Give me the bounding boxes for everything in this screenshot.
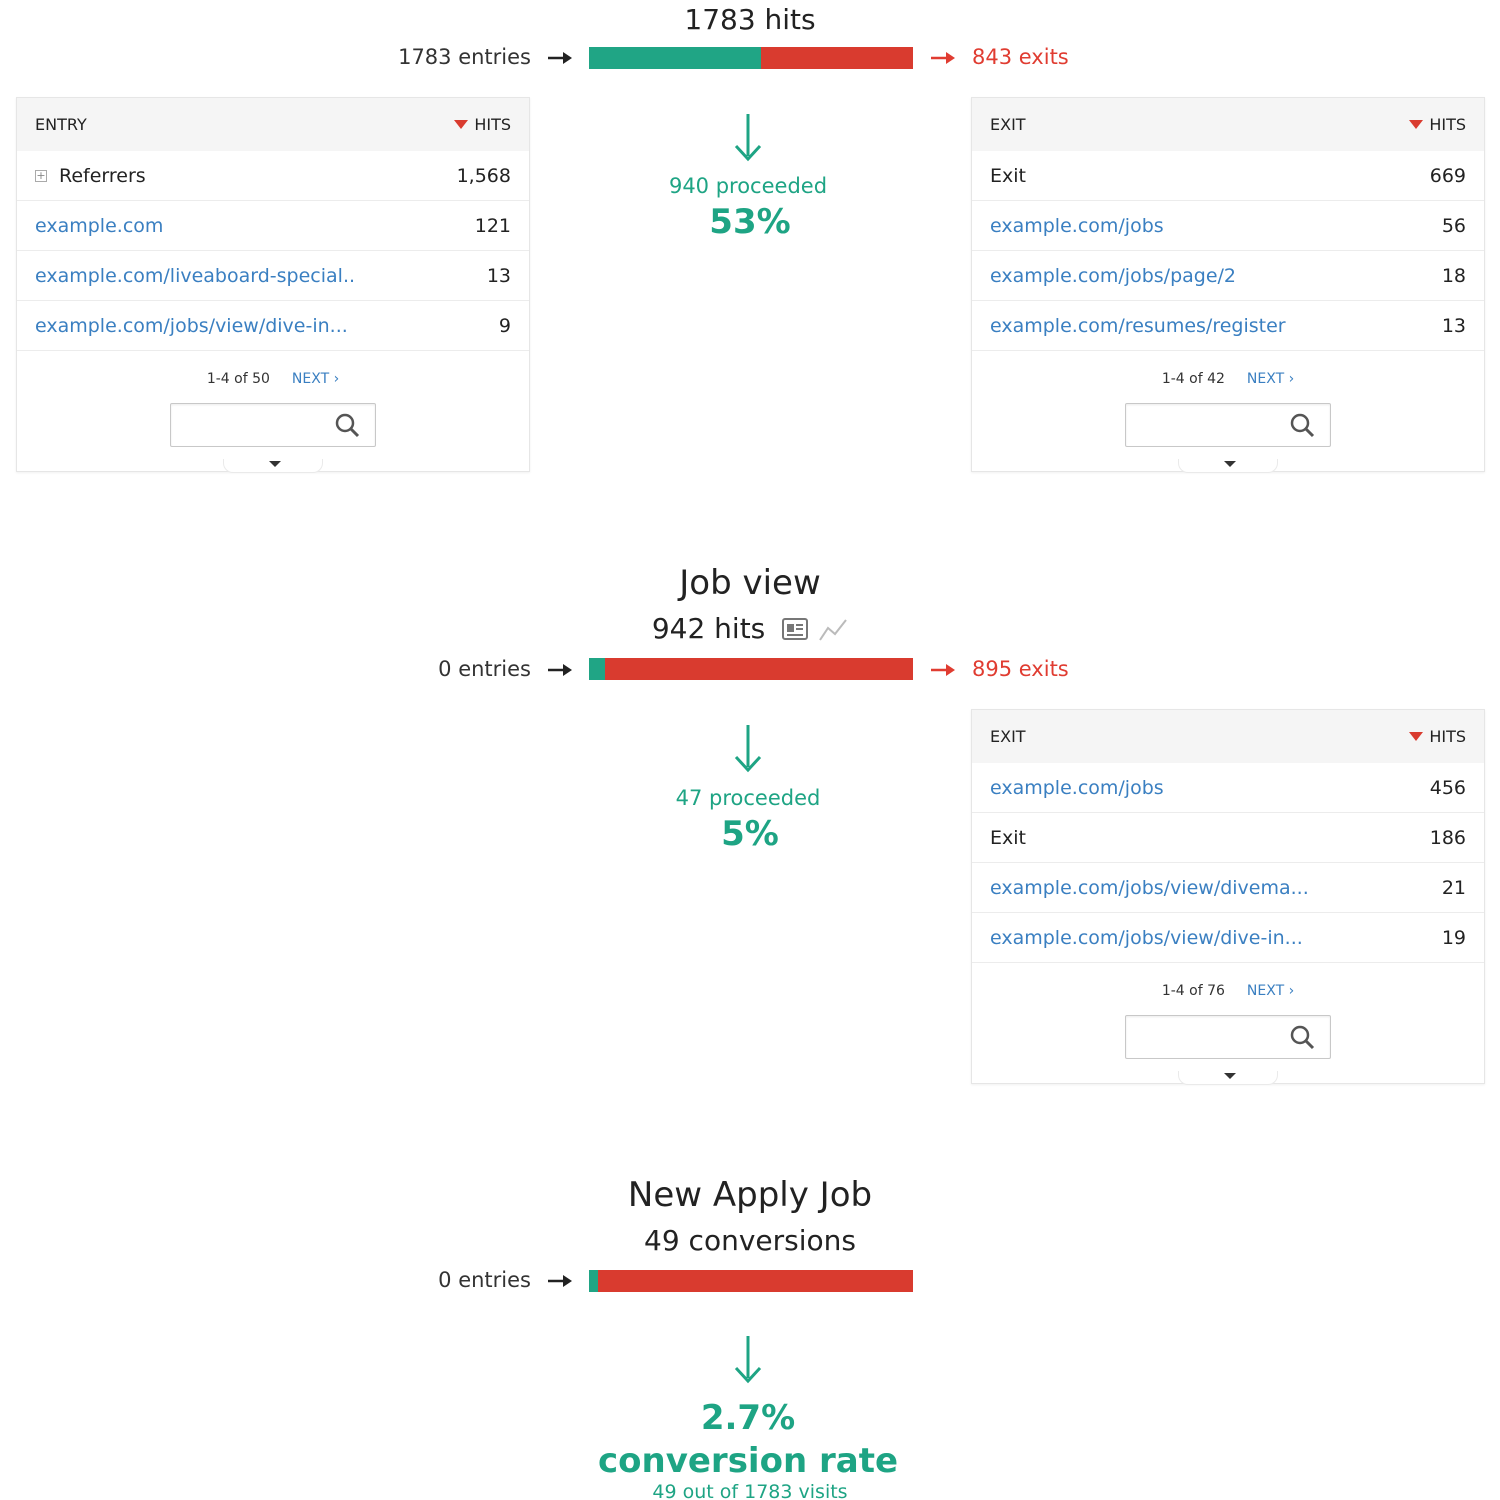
row-value: 19 [1441,926,1466,949]
arrow-right-icon [547,1272,573,1294]
caret-down-icon [1224,461,1236,467]
step2-percent: 5% [721,814,779,854]
expand-toggle[interactable] [1178,1071,1278,1085]
row-link[interactable]: example.com/jobs [990,776,1164,799]
pagination [972,963,1484,1015]
table-row[interactable] [972,763,1484,813]
step3-title: New Apply Job [627,1175,873,1215]
sort-triangle-icon [1409,120,1423,129]
table-row[interactable] [17,201,529,251]
step1-exit-segment [761,47,913,69]
row-value: 456 [1429,776,1466,799]
row-link[interactable]: example.com/jobs/view/divema... [990,876,1309,899]
row-value: 13 [486,264,511,287]
search-input[interactable] [1125,1015,1331,1059]
arrow-down-icon [730,1334,766,1390]
row-label: Referrers [59,164,146,187]
column-hits-label: HITS [1429,727,1466,746]
row-label: Exit [990,164,1026,187]
row-value: 186 [1429,826,1466,849]
step1-proceeded: 940 proceeded [668,174,828,198]
column-hits[interactable] [454,115,511,134]
next-page-link[interactable]: NEXT › [291,371,340,387]
row-link[interactable]: example.com/jobs [990,214,1164,237]
column-exit[interactable]: EXIT [990,727,1026,746]
pager-range: 1-4 of 42 [1161,371,1225,387]
arrow-down-icon [730,723,766,779]
trend-line-icon[interactable] [818,618,848,642]
table-row[interactable] [972,863,1484,913]
step1-hits: 1783 hits [684,3,816,36]
sort-triangle-icon [454,120,468,129]
arrow-right-icon [930,661,956,683]
row-link[interactable]: example.com/liveaboard-special.. [35,264,356,287]
caret-down-icon [269,461,281,467]
table-row[interactable] [972,301,1484,351]
conversion-sub: 49 out of 1783 visits [652,1481,848,1500]
arrow-down-icon [730,112,766,168]
row-link[interactable]: example.com/jobs/view/dive-in... [990,926,1303,949]
row-value: 21 [1441,876,1466,899]
pager-range: 1-4 of 76 [1161,983,1225,999]
table-header [17,98,529,151]
step2-exit-table [971,709,1485,1084]
row-value: 56 [1441,214,1466,237]
step1-proceed-segment [589,47,761,69]
table-row[interactable] [972,913,1484,963]
pager-range: 1-4 of 50 [206,371,270,387]
column-exit[interactable]: EXIT [990,115,1026,134]
step1-flow-bar [589,47,913,69]
row-value: 9 [498,314,511,337]
row-value: 1,568 [456,164,511,187]
conversion-rate-label: conversion rate [597,1441,899,1481]
step2-proceed-segment [589,658,605,680]
table-row[interactable] [972,201,1484,251]
search-icon[interactable] [335,413,361,439]
column-entry[interactable]: ENTRY [35,115,87,134]
step1-exit-table [971,97,1485,472]
next-page-link[interactable]: NEXT › [1246,983,1295,999]
row-link[interactable]: example.com [35,214,164,237]
table-row[interactable] [17,301,529,351]
step3-exit-segment [598,1270,913,1292]
row-value: 669 [1429,164,1466,187]
row-value: 121 [474,214,511,237]
search-input[interactable] [170,403,376,447]
row-link[interactable]: example.com/resumes/register [990,314,1286,337]
next-page-link[interactable]: NEXT › [1246,371,1295,387]
step1-entry-table [16,97,530,472]
row-value: 18 [1441,264,1466,287]
column-hits[interactable] [1409,727,1466,746]
step2-exits: 895 exits [972,657,1069,681]
step3-flow-bar [589,1270,913,1292]
table-row[interactable] [17,251,529,301]
row-link[interactable]: example.com/jobs/view/dive-in... [35,314,348,337]
column-hits[interactable] [1409,115,1466,134]
step1-exits: 843 exits [972,45,1069,69]
step3-conversions: 49 conversions [644,1224,856,1257]
step2-flow-bar [589,658,913,680]
table-row[interactable] [17,151,529,201]
plus-box-icon[interactable]: + [36,169,46,182]
pagination [972,351,1484,403]
step3-entries: 0 entries [438,1268,531,1292]
table-header [972,98,1484,151]
step2-hits-line [450,612,1050,645]
table-row[interactable] [972,151,1484,201]
step1-entries: 1783 entries [398,45,531,69]
search-input[interactable] [1125,403,1331,447]
arrow-right-icon [547,661,573,683]
step2-entries: 0 entries [438,657,531,681]
table-row[interactable] [972,813,1484,863]
column-hits-label: HITS [474,115,511,134]
conversion-rate-value: 2.7% [700,1398,796,1438]
arrow-right-icon [930,49,956,71]
expand-toggle[interactable] [1178,459,1278,473]
search-icon[interactable] [1290,1025,1316,1051]
table-header [972,710,1484,763]
column-hits-label: HITS [1429,115,1466,134]
caret-down-icon [1224,1073,1236,1079]
pagination [17,351,529,403]
contact-card-icon[interactable] [782,618,808,640]
expand-toggle[interactable] [223,459,323,473]
table-row[interactable] [972,251,1484,301]
step2-hits: 942 hits [651,612,766,645]
row-link[interactable]: example.com/jobs/page/2 [990,264,1237,287]
arrow-right-icon [547,49,573,71]
step3-proceed-segment [589,1270,598,1292]
search-icon[interactable] [1290,413,1316,439]
sort-triangle-icon [1409,732,1423,741]
step2-title: Job view [679,563,821,603]
row-label: Exit [990,826,1026,849]
row-value: 13 [1441,314,1466,337]
step2-proceeded: 47 proceeded [675,786,821,810]
step2-exit-segment [605,658,913,680]
step1-percent: 53% [709,202,791,242]
